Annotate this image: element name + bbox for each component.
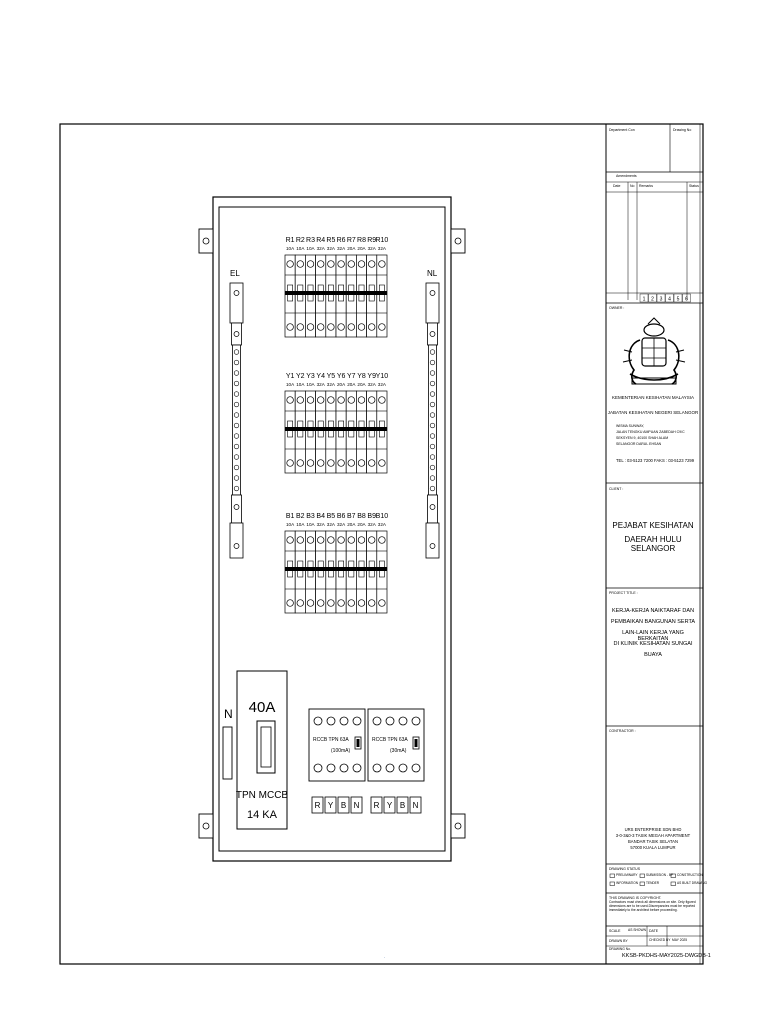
mcb-rating-label: 32A (377, 246, 386, 251)
status-as-built: AS BUILT DRAWING (677, 881, 708, 885)
mcb-rating-label: 32A (316, 522, 325, 527)
rccb2-sensitivity: (30mA) (390, 748, 407, 754)
revision-number-boxes (640, 294, 691, 303)
mcb-id-label: B7 (347, 513, 356, 520)
mcb-id-label: B3 (306, 513, 315, 520)
drawing-no-label: Drawing No (673, 128, 692, 132)
mcb-id-label: Y8 (357, 373, 366, 380)
revision-number: 4 (668, 296, 671, 303)
mcb-breaker (356, 255, 366, 337)
mcb-rating-label: 10A (296, 382, 305, 387)
drawing-no-footer-label: DRAWING No. (609, 947, 631, 951)
mcb-id-label: Y5 (326, 373, 336, 380)
mounting-ear-top-right (451, 229, 465, 253)
mcb-breaker (356, 531, 366, 613)
earth-bar (230, 283, 243, 558)
neutral-bar (426, 283, 439, 558)
department-label: Department Con (609, 128, 635, 132)
amendments-label: Amendments (616, 174, 637, 178)
neutral-bar-label: NL (427, 269, 438, 278)
mcb-rating-label: 10A (296, 522, 305, 527)
project-title-label: PROJECT TITLE : (609, 591, 638, 595)
drawing-number: KKSB-PKDHS-MAY2025-DWGDB-1 (622, 953, 711, 959)
phase-terminal-letter: R (373, 801, 380, 810)
date-label: DATE (649, 929, 659, 933)
mcb-rating-label: 32A (316, 382, 325, 387)
contractor-line-1: URS ENTERPRISE SDN BHD (624, 827, 682, 832)
client-line-1: PEJABAT KESIHATAN (612, 521, 694, 530)
contractor-label: CONTRACTOR : (609, 729, 636, 733)
client-line-2: DAERAH HULU SELANGOR (624, 535, 682, 554)
drawn-by-label: DRAWN BY (609, 939, 628, 943)
mcb-breaker (356, 391, 366, 473)
revision-number: 1 (642, 296, 646, 303)
mcb-rating-label: 10A (306, 246, 315, 251)
mcb-id-label: R3 (306, 237, 315, 244)
project-line-1: KERJA-KERJA NAIKTARAF DAN (611, 608, 695, 614)
rccb1-sensitivity: (100mA) (331, 748, 351, 754)
mcb-breaker (305, 531, 315, 613)
mcb-breaker (285, 255, 295, 337)
amend-header-no: No (630, 184, 635, 188)
mcb-rating-label: 32A (326, 522, 335, 527)
mcb-id-label: B8 (357, 513, 366, 520)
mcb-id-label: Y9 (367, 373, 376, 380)
drawing-status-label: DRAWING STATUS (609, 867, 641, 871)
mcb-id-label: Y6 (336, 373, 346, 380)
mcb-rating-label: 32A (337, 246, 346, 251)
phase-terminal-letter: R (314, 801, 321, 810)
rccb-100ma (309, 709, 365, 781)
mcb-breaker (346, 255, 356, 337)
mcb-breaker (326, 531, 336, 613)
earth-bar-label: EL (230, 269, 240, 278)
mcb-rating-label: 20A (347, 246, 356, 251)
mcb-rating-label: 32A (377, 522, 386, 527)
phase-terminal-letter: Y (327, 801, 334, 810)
client-label: CLIENT : (609, 487, 624, 491)
mcb-id-label: Y7 (347, 373, 356, 380)
project-line-4: DI KLINIK KESIHATAN SUNGAI (613, 641, 693, 647)
contractor-line-2: 3-0-3&0-3 TASIK MEGAH APARTMENT (615, 833, 691, 838)
mcb-breaker (285, 391, 295, 473)
mcb-breaker (336, 531, 346, 613)
owner-phone: TEL : 03-5123 7200 FAKS : 03-5123 7299 (616, 458, 695, 463)
mcb-id-label: Y3 (306, 373, 315, 380)
amend-header-status: Status (689, 184, 699, 188)
mcb-id-label: B4 (316, 513, 325, 520)
mcb-id-label: R5 (326, 237, 336, 244)
status-tender: TENDER (646, 881, 660, 885)
mcb-breaker (377, 255, 387, 337)
mcb-breaker (377, 531, 387, 613)
mounting-ear-bottom-left (199, 814, 213, 838)
mcb-id-label: R7 (346, 237, 356, 244)
mcb-id-label: Y2 (296, 373, 305, 380)
rccb-30ma (368, 709, 424, 781)
mcb-id-label: B10 (375, 513, 389, 520)
mcb-rating-label: 32A (326, 246, 335, 251)
mcb-id-label: B5 (326, 513, 336, 520)
owner-address-2: JALAN TENGKU AMPUAN ZABEDAH C9/C (616, 430, 685, 434)
distribution-board (199, 197, 465, 861)
scale-value: AS SHOWN (628, 928, 646, 932)
owner-label: OWNER : (609, 306, 625, 310)
mcb-breaker (295, 391, 305, 473)
mcb-breaker (346, 391, 356, 473)
mcb-rating-label: 20A (347, 522, 356, 527)
owner-address-3: SEKSYEN 9, 40100 SHAH ALAM (616, 436, 669, 440)
mcb-id-label: R10 (375, 237, 389, 244)
phase-terminal-blocks (312, 797, 421, 813)
mcb-id-label: B1 (285, 513, 295, 520)
neutral-link (223, 727, 232, 779)
phase-terminal-letter: Y (386, 801, 393, 810)
owner-address-1: WISMA SUNWAY, (616, 424, 645, 428)
mcb-rating-label: 32A (337, 522, 346, 527)
contractor-line-3: BANDAR TASIK SELATAN (628, 839, 678, 844)
amend-header-remarks: Remarks (639, 184, 654, 188)
mcb-breaker (326, 255, 336, 337)
phase-terminal-letter: N (412, 801, 419, 810)
rccb2-type: RCCB TPN 63A (372, 737, 408, 743)
copyright-text: Contractors must check all dimensions on site. Only figured dimensions are to be used.Discrepancies must be reported immediately to the architect before proceeding. (609, 900, 696, 912)
mcb-rating-label: 10A (286, 382, 295, 387)
scale-label: SCALE (609, 929, 621, 933)
mcb-rating-label: 32A (367, 246, 376, 251)
mcb-id-label: B6 (336, 513, 346, 520)
neutral-link-label: N (224, 707, 233, 721)
footer-caret: . (384, 954, 386, 960)
mcb-rating-label: 20A (357, 246, 366, 251)
mccb-type: TPN MCCB (235, 790, 289, 801)
mcb-id-label: R4 (316, 237, 326, 244)
mcb-breaker (316, 531, 326, 613)
mcb-id-label: B2 (296, 513, 305, 520)
revision-number: 3 (659, 296, 663, 303)
mcb-id-label: R6 (336, 237, 346, 244)
mcb-breaker (336, 391, 346, 473)
mcb-breaker (336, 255, 346, 337)
mcb-id-label: R1 (285, 237, 295, 244)
status-construction: CONSTRUCTION (677, 873, 703, 877)
mcb-breaker (346, 531, 356, 613)
mcb-rating-label: 10A (286, 522, 295, 527)
mcb-breaker (367, 391, 377, 473)
checked-date: MAY 2025 (672, 938, 688, 942)
mcb-rating-label: 32A (367, 382, 376, 387)
mcb-breaker (367, 531, 377, 613)
yellow-phase-mcb-row (285, 373, 388, 473)
mcb-breaker (295, 531, 305, 613)
project-line-3: LAIN-LAIN KERJA YANG BERKAITAN (622, 630, 684, 643)
mcb-breaker (367, 255, 377, 337)
mounting-ear-bottom-right (451, 814, 465, 838)
mcb-rating-label: 32A (377, 382, 386, 387)
phase-terminal-letter: B (399, 801, 406, 810)
red-phase-mcb-row (285, 237, 388, 337)
mcb-rating-label: 10A (286, 246, 295, 251)
status-submission: SUBMISSION - BP (646, 873, 674, 877)
rccb1-type: RCCB TPN 63A (313, 737, 349, 743)
mcb-breaker (285, 531, 295, 613)
status-information: INFORMATION (616, 881, 639, 885)
mcb-id-label: R9 (367, 237, 377, 244)
checked-by-label: CHECKED BY (649, 938, 671, 942)
coat-of-arms-logo (623, 318, 685, 384)
mccb-rating: 40A (248, 699, 276, 716)
mcb-rating-label: 20A (337, 382, 346, 387)
project-line-2: PEMBAIKAN BANGUNAN SERTA (610, 619, 696, 625)
amend-header-date: Date (613, 184, 621, 188)
mcb-id-label: Y1 (285, 373, 295, 380)
revision-number: 5 (676, 296, 680, 303)
mcb-breaker (305, 391, 315, 473)
mcb-rating-label: 10A (306, 522, 315, 527)
mcb-rating-label: 32A (367, 522, 376, 527)
mounting-ear-top-left (199, 229, 213, 253)
mcb-breaker (316, 255, 326, 337)
mcb-id-label: B9 (367, 513, 376, 520)
main-mccb (236, 671, 289, 829)
mcb-id-label: Y4 (316, 373, 325, 380)
status-preliminary: PRELIMINARY (616, 873, 638, 877)
mcb-breaker (326, 391, 336, 473)
revision-number: 2 (651, 296, 654, 303)
mccb-ka: 14 KA (247, 809, 277, 821)
mcb-breaker (305, 255, 315, 337)
mcb-breaker (377, 391, 387, 473)
mcb-rating-label: 32A (326, 382, 335, 387)
mcb-breaker (295, 255, 305, 337)
revision-number: 6 (685, 296, 688, 303)
mcb-rating-label: 20A (347, 382, 356, 387)
phase-terminal-letter: B (340, 801, 347, 810)
mcb-rating-label: 10A (306, 382, 315, 387)
mcb-rating-label: 32A (316, 246, 325, 251)
mcb-id-label: R2 (295, 237, 305, 244)
phase-terminal-letter: N (353, 801, 360, 810)
copyright-title: THIS DRAWING IS COPYRIGHT. (609, 896, 662, 900)
contractor-line-4: 57000 KUALA LUMPUR (630, 845, 676, 850)
blue-phase-mcb-row (285, 513, 388, 613)
mcb-breaker (316, 391, 326, 473)
owner-address-4: SELANGOR DARUL EHSAN (616, 442, 662, 446)
mcb-rating-label: 10A (296, 246, 305, 251)
project-line-5: BUAYA (644, 652, 662, 658)
ministry-name: KEMENTERIAN KESIHATAN MALAYSIA (611, 395, 695, 400)
mcb-rating-label: 20A (357, 382, 366, 387)
mcb-id-label: Y10 (375, 373, 389, 380)
state-department-name: JABATAN KESIHATAN NEGERI SELANGOR (607, 410, 699, 415)
mcb-id-label: R8 (357, 237, 366, 244)
mcb-rating-label: 20A (357, 522, 366, 527)
